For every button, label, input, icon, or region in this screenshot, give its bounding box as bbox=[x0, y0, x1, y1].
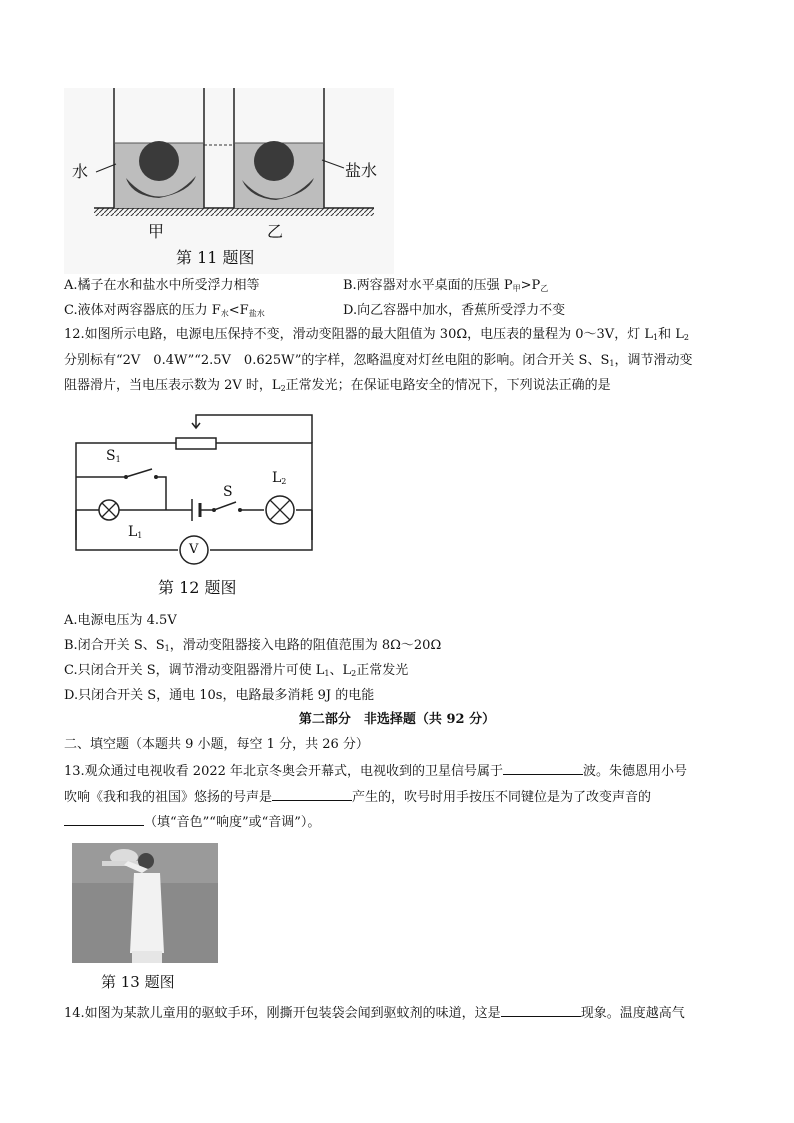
q13-blank-2[interactable] bbox=[272, 787, 352, 801]
q11-option-b bbox=[343, 277, 548, 298]
q12-option-c-a: C.只闭合开关 S，调节滑动变阻器滑片可使 L bbox=[64, 663, 325, 678]
switch-s1-label bbox=[106, 447, 121, 469]
q12-option-a: A.电源电压为 4.5V bbox=[64, 613, 177, 628]
q11-option-c-sub2: 盐水 bbox=[248, 309, 265, 318]
q11-option-c-text: C.液体对两容器底的压力 F bbox=[64, 303, 221, 318]
q12-stem-line2-a: 分别标有“2V 0.4W”“2.5V 0.625W”的字样，忽略温度对灯丝电阻的影响。闭合开关 S、S bbox=[64, 353, 610, 368]
q13-line2-b: 产生的，吹号时用手按压不同键位是为了改变声音的 bbox=[352, 790, 652, 805]
figure-12 bbox=[64, 405, 324, 605]
figure-12-caption: 第 12 题图 bbox=[158, 578, 237, 597]
q12-option-b-b: ，滑动变阻器接入电路的阻值范围为 8Ω～20Ω bbox=[169, 638, 442, 653]
q12-option-b-sub: 1 bbox=[164, 644, 170, 653]
q13-line2 bbox=[64, 787, 651, 807]
q12-stem-line1 bbox=[64, 326, 689, 347]
figure-13-photo bbox=[72, 843, 218, 963]
q12-option-c-sub1: 1 bbox=[324, 669, 330, 678]
section-fill-in-blank: 二、填空题（本题共 9 小题，每空 1 分，共 26 分） bbox=[64, 737, 369, 752]
q12-stem-line2 bbox=[64, 352, 692, 373]
q13-line3-b: （填“音色”“响度”或“音调”）。 bbox=[144, 815, 321, 830]
q12-stem-line1-a: 12.如图所示电路，电源电压保持不变，滑动变阻器的最大阻值为 30Ω，电压表的量程为 0～3V，灯 L bbox=[64, 327, 653, 342]
label-water: 水 bbox=[72, 162, 89, 181]
switch-s1-letter: S bbox=[106, 448, 116, 464]
q11-option-c-sub1: 水 bbox=[220, 309, 229, 318]
q12-option-c-c: 正常发光 bbox=[356, 663, 409, 678]
q13-blank-3[interactable] bbox=[64, 812, 144, 826]
q12-stem-line3-sub: 2 bbox=[280, 384, 286, 393]
lamp-l2-sub: 2 bbox=[281, 477, 287, 486]
q14-line1-a: 14.如图为某款儿童用的驱蚊手环，刚撕开包装袋会闻到驱蚊剂的味道，这是 bbox=[64, 1006, 501, 1021]
q12-stem-line3 bbox=[64, 377, 611, 398]
lamp-l2-letter: L bbox=[272, 470, 282, 486]
q12-stem-line3-b: 正常发光；在保证电路安全的情况下，下列说法正确的是 bbox=[285, 378, 611, 393]
label-yi: 乙 bbox=[267, 222, 284, 241]
q11-option-b-text: B.两容器对水平桌面的压强 P bbox=[343, 278, 513, 293]
label-salt-water: 盐水 bbox=[345, 161, 378, 180]
label-jia: 甲 bbox=[148, 222, 165, 241]
q12-stem-line1-sub1: 1 bbox=[652, 333, 659, 342]
q12-option-d: D.只闭合开关 S，通电 10s，电路最多消耗 9J 的电能 bbox=[64, 688, 375, 703]
q13-line2-a: 吹响《我和我的祖国》悠扬的号声是 bbox=[64, 790, 273, 805]
q12-stem-line2-sub: 1 bbox=[609, 359, 615, 368]
figure-11 bbox=[64, 88, 394, 274]
figure-11-drawing bbox=[64, 88, 394, 274]
q11-option-d: D.向乙容器中加水，香蕉所受浮力不变 bbox=[343, 303, 566, 318]
q13-line1-b: 波。朱德恩用小号 bbox=[583, 764, 688, 779]
lamp-l1-label bbox=[128, 523, 142, 545]
q13-line1-a: 13.观众通过电视收看 2022 年北京冬奥会开幕式，电视收到的卫星信号属于 bbox=[64, 764, 504, 779]
part2-title: 第二部分 非选择题（共 92 分） bbox=[298, 712, 496, 727]
q12-stem-line1-b: 和 L bbox=[658, 327, 684, 342]
figure-11-caption: 第 11 题图 bbox=[176, 248, 255, 267]
circuit-diagram bbox=[64, 405, 324, 605]
q12-option-c bbox=[64, 662, 408, 683]
q14-line1-b: 现象。温度越高气 bbox=[580, 1006, 685, 1021]
lamp-l1-letter: L bbox=[128, 524, 138, 540]
q11-option-c-mid: <F bbox=[228, 303, 249, 318]
q12-stem-line1-sub2: 2 bbox=[683, 333, 689, 342]
lamp-l2-label bbox=[272, 469, 286, 491]
q11-option-b-mid: >P bbox=[520, 278, 541, 293]
q11-option-c bbox=[64, 302, 265, 323]
q14-blank-1[interactable] bbox=[501, 1003, 581, 1017]
q11-option-b-sub1: 甲 bbox=[512, 284, 521, 293]
q13-blank-1[interactable] bbox=[503, 761, 583, 775]
q13-line3 bbox=[64, 812, 320, 832]
q12-option-c-b: 、L bbox=[329, 663, 352, 678]
q12-option-b bbox=[64, 637, 441, 658]
switch-s-label: S bbox=[223, 484, 233, 500]
q12-stem-line2-b: ，调节滑动变 bbox=[614, 353, 693, 368]
q11-option-b-sub2: 乙 bbox=[540, 284, 549, 293]
figure-13-caption: 第 13 题图 bbox=[101, 973, 175, 991]
lamp-l1-sub: 1 bbox=[137, 531, 143, 540]
q12-option-c-sub2: 2 bbox=[351, 669, 357, 678]
q12-option-b-a: B.闭合开关 S、S bbox=[64, 638, 165, 653]
q13-line1 bbox=[64, 761, 687, 781]
q12-stem-line3-a: 阻器滑片，当电压表示数为 2V 时，L bbox=[64, 378, 281, 393]
voltmeter-label: V bbox=[189, 542, 199, 557]
q14-line1 bbox=[64, 1003, 685, 1023]
trumpet-player-image bbox=[72, 843, 218, 963]
switch-s1-sub: 1 bbox=[115, 455, 121, 464]
q11-option-a: A.橘子在水和盐水中所受浮力相等 bbox=[64, 278, 260, 293]
